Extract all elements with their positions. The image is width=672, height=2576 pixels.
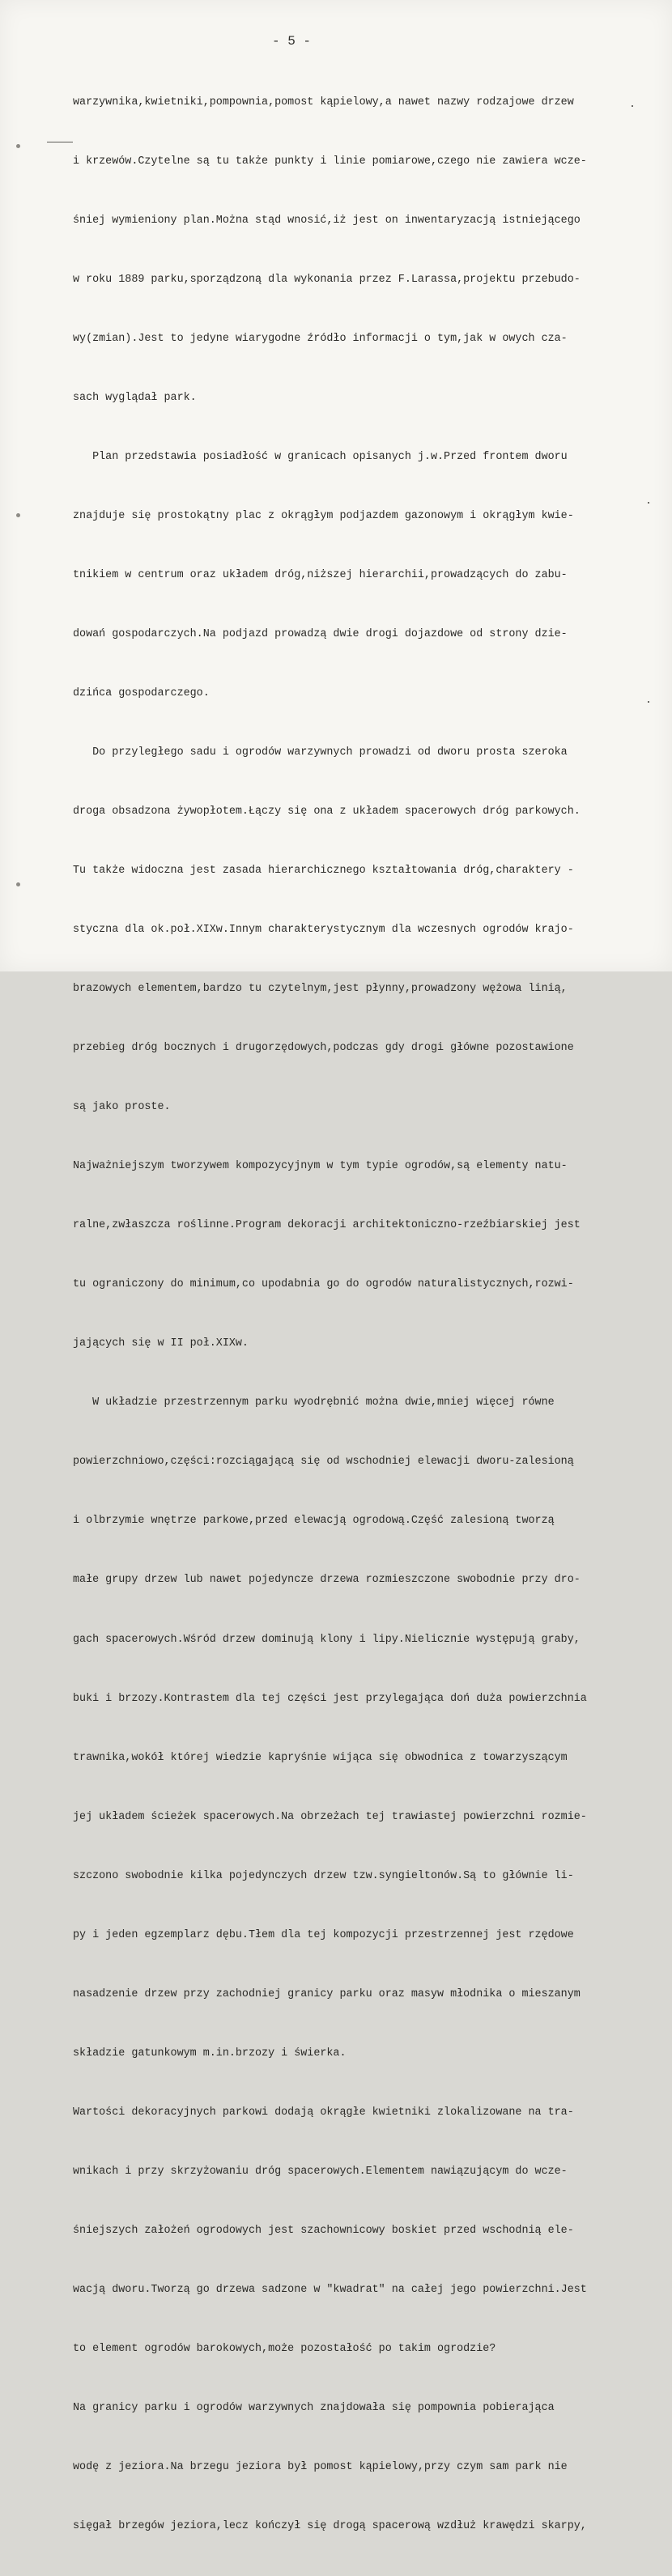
text-line: tu ograniczony do minimum,co upodabnia go do ogrodów naturalistycznych,rozwi- <box>73 1278 574 1291</box>
text-line: W układzie przestrzennym parku wyodrębnić można dwie,mniej więcej równe <box>73 1396 555 1409</box>
text-line: dzińca gospodarczego. <box>73 687 210 699</box>
margin-dot <box>648 502 649 504</box>
text-line: brazowych elementem,bardzo tu czytelnym,jest płynny,prowadzony wężowa linią, <box>73 983 568 996</box>
binder-hole-mark <box>16 882 20 886</box>
text-line: wodę z jeziora.Na brzegu jeziora był pomost kąpielowy,przy czym sam park nie <box>73 2460 568 2473</box>
text-line: Plan przedstawia posiadłość w granicach opisanych j.w.Przed frontem dworu <box>73 450 568 463</box>
text-line: Najważniejszym tworzywem kompozycyjnym w tym typie ogrodów,są elementy natu- <box>73 1160 568 1173</box>
text-line: nasadzenie drzew przy zachodniej granicy parku oraz masyw młodnika o mieszanym <box>73 1987 581 2000</box>
text-line: śniej wymieniony plan.Można stąd wnosić,iż jest on inwentaryzacją istniejącego <box>73 214 581 227</box>
text-line: py i jeden egzemplarz dębu.Tłem dla tej kompozycji przestrzennej jest rzędowe <box>73 1928 574 1941</box>
page-number: - 5 - <box>271 34 311 49</box>
text-line: małe grupy drzew lub nawet pojedyncze drzewa rozmieszczone swobodnie przy dro- <box>73 1574 581 1587</box>
text-line: trawnika,wokół której wiedzie kapryśnie wijąca się obwodnica z towarzyszącym <box>73 1751 568 1764</box>
text-line: wacją dworu.Tworzą go drzewa sadzone w "kwadrat" na całej jego powierzchni.Jest <box>73 2283 587 2296</box>
text-line: jających się w II poł.XIXw. <box>73 1337 249 1350</box>
text-line: styczna dla ok.poł.XIXw.Innym charakterystycznym dla wczesnych ogrodów krajo- <box>73 924 574 937</box>
text-line: ralne,zwłaszcza roślinne.Program dekoracji architektoniczno-rzeźbiarskiej jest <box>73 1219 581 1232</box>
text-line: jej układem ścieżek spacerowych.Na obrzeżach tej trawiastej powierzchni rozmie- <box>73 1810 587 1823</box>
text-line: sięgał brzegów jeziora,lecz kończył się drogą spacerową wzdłuż krawędzi skarpy, <box>73 2519 587 2532</box>
binder-hole-mark <box>16 144 20 148</box>
binder-hole-mark <box>16 513 20 517</box>
text-line: śniejszych założeń ogrodowych jest szachownicowy boskiet przed wschodnią ele- <box>73 2224 574 2237</box>
body-text <box>73 53 632 2576</box>
text-line: sach wyglądał park. <box>73 391 197 404</box>
text-line: powierzchniowo,części:rozciągającą się od wschodniej elewacji dworu-zalesioną <box>73 1456 574 1469</box>
text-line: składzie gatunkowym m.in.brzozy i świerka. <box>73 2047 347 2060</box>
text-line: Wartości dekoracyjnych parkowi dodają okrągłe kwietniki zlokalizowane na tra- <box>73 2106 574 2119</box>
text-line: znajduje się prostokątny plac z okrągłym podjazdem gazonowym i okrągłym kwie- <box>73 509 574 522</box>
margin-dot <box>632 105 633 107</box>
margin-dot <box>648 701 649 703</box>
text-line: warzywnika,kwietniki,pompownia,pomost kąpielowy,a nawet nazwy rodzajowe drzew <box>73 96 574 108</box>
text-line: w roku 1889 parku,sporządzoną dla wykonania przez F.Larassa,projektu przebudo- <box>73 273 581 286</box>
text-line: gach spacerowych.Wśród drzew dominują klony i lipy.Nielicznie występują graby, <box>73 1633 581 1646</box>
text-line: droga obsadzona żywopłotem.Łączy się ona z układem spacerowych dróg parkowych. <box>73 806 581 818</box>
text-line: wy(zmian).Jest to jedyne wiarygodne źródło informacji o tym,jak w owych cza- <box>73 332 568 345</box>
text-line: wnikach i przy skrzyżowaniu dróg spacerowych.Elementem nawiązującym do wcze- <box>73 2165 568 2178</box>
text-line: tnikiem w centrum oraz układem dróg,niższej hierarchii,prowadzących do zabu- <box>73 568 568 581</box>
text-line: buki i brzozy.Kontrastem dla tej części jest przylegająca doń duża powierzchnia <box>73 1692 587 1705</box>
text-line: i olbrzymie wnętrze parkowe,przed elewacją ogrodową.Część zalesioną tworzą <box>73 1515 555 1528</box>
text-line: przebieg dróg bocznych i drugorzędowych,podczas gdy drogi główne pozostawione <box>73 1042 574 1055</box>
text-line: dowań gospodarczych.Na podjazd prowadzą dwie drogi dojazdowe od strony dzie- <box>73 627 568 640</box>
text-line: i krzewów.Czytelne są tu także punkty i linie pomiarowe,czego nie zawiera wcze- <box>73 155 587 168</box>
text-line: szczono swobodnie kilka pojedynczych drzew tzw.syngieltonów.Są to głównie li- <box>73 1869 574 1882</box>
text-line: są jako proste. <box>73 1101 171 1114</box>
text-line: to element ogrodów barokowych,może pozostałość po takim ogrodzie? <box>73 2342 496 2355</box>
text-line: Na granicy parku i ogrodów warzywnych znajdowała się pompownia pobierająca <box>73 2401 555 2414</box>
text-line: Do przyległego sadu i ogrodów warzywnych prowadzi od dworu prosta szeroka <box>73 746 568 759</box>
text-line: Tu także widoczna jest zasada hierarchicznego kształtowania dróg,charaktery - <box>73 865 574 878</box>
